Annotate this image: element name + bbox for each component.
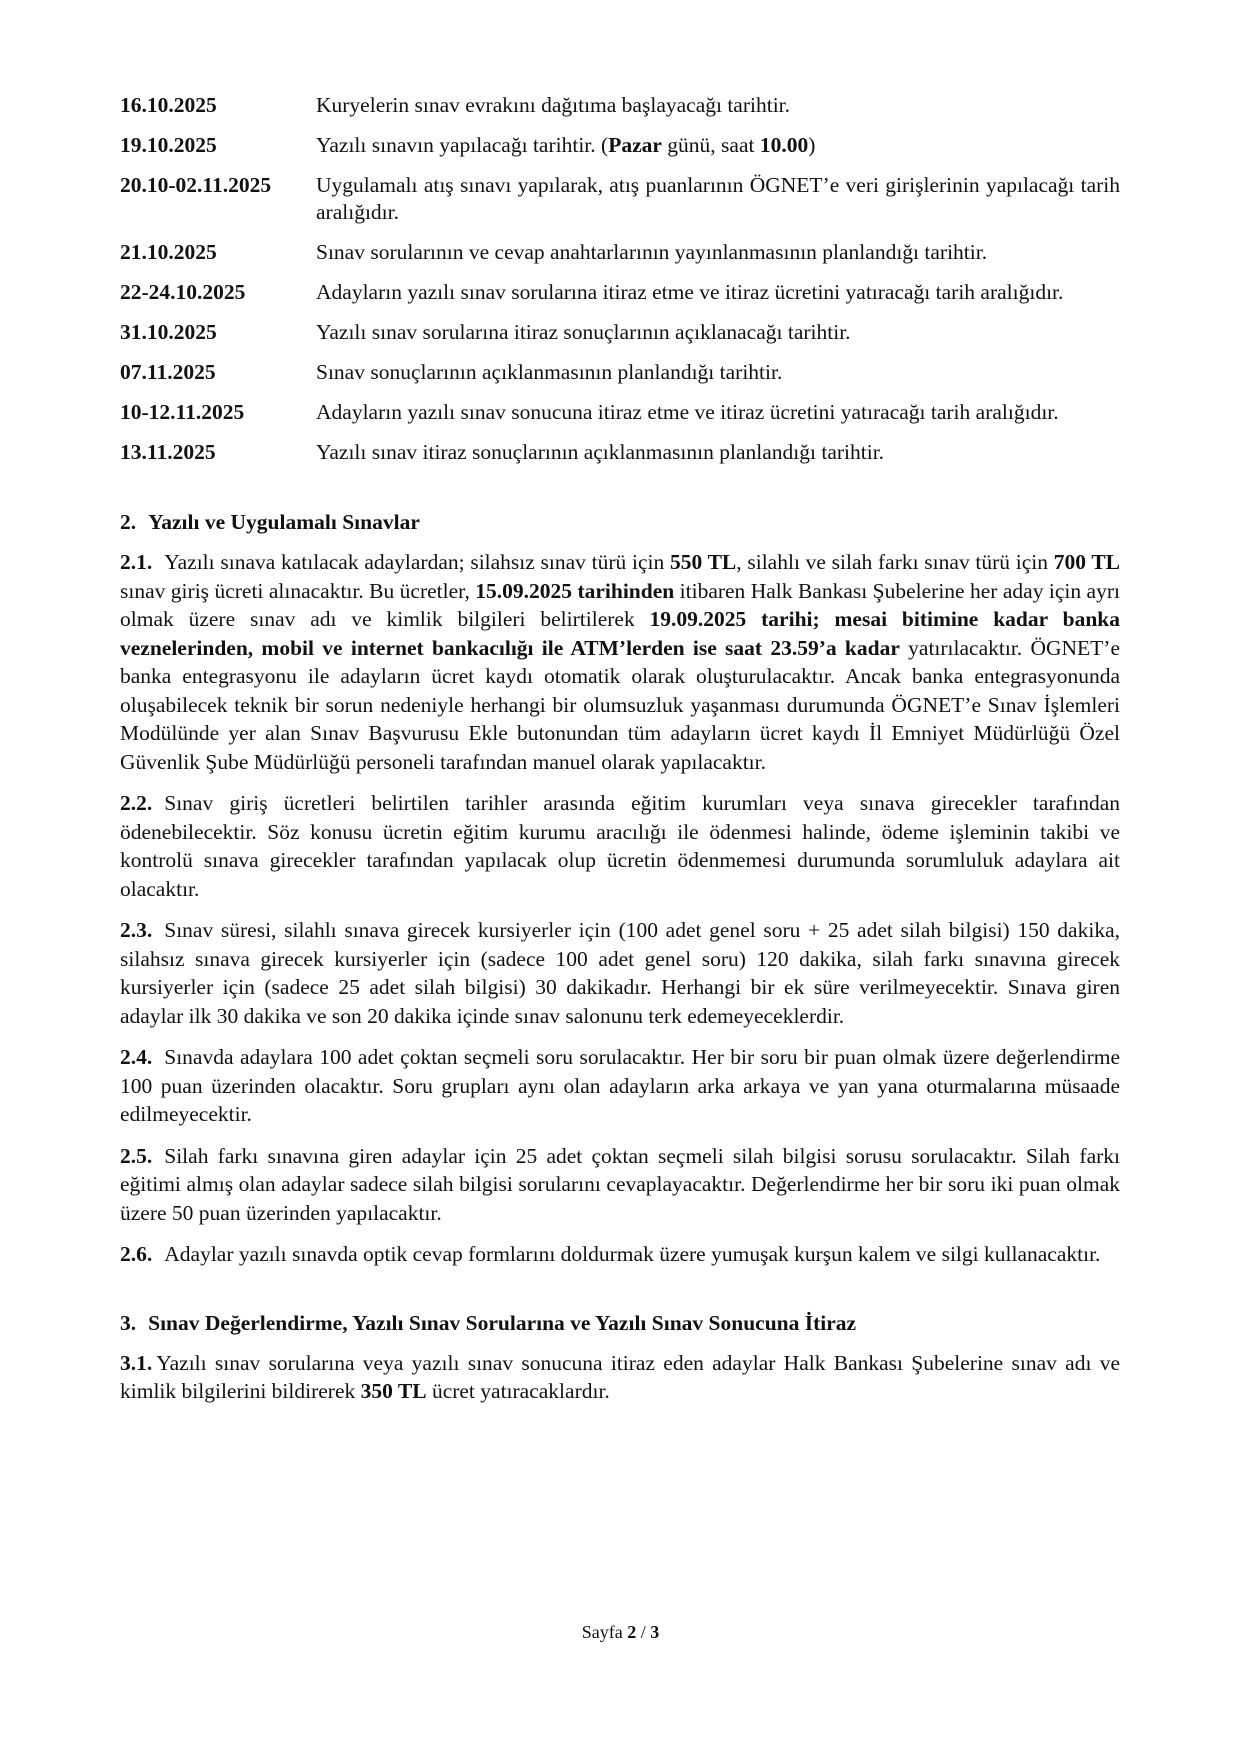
total-pages: 3	[650, 1622, 660, 1642]
paragraph-number: 2.5.	[120, 1143, 153, 1168]
schedule-description: Sınav sorularının ve cevap anahtarlarının yayınlanmasının planlandığı tarihtir.	[316, 240, 988, 264]
paragraph-number: 2.3.	[120, 918, 153, 942]
document-page	[120, 92, 1120, 1419]
schedule-row	[120, 399, 1120, 426]
paragraph-text: Sınavda adaylara 100 adet çoktan seçmeli soru sorulacaktır. Her bir soru bir puan olmak üzere değerlendirme 100 puan üzerinden olacaktır. Soru grupları aynı olan adayların arka arkaya ve yan yana oturmalarına müsaade edilmeyecektir.	[120, 1045, 1120, 1126]
payment-deadline: 19.09.2025 tarihi; mesai bitimine kadar banka veznelerinden, mobil ve internet bankacılığı ile ATM’lerden ise saat 23.59’a kadar	[120, 607, 1120, 660]
paragraph-number: 2.4.	[120, 1045, 153, 1069]
section-number: 3.	[120, 1310, 137, 1335]
schedule-description: Yazılı sınav itiraz sonuçlarının açıklanmasının planlandığı tarihtir.	[316, 440, 885, 464]
paragraph-text: Silah farkı sınavına giren adaylar için 25 adet çoktan seçmeli silah bilgisi sorusu sorulacaktır. Silah farkı eğitimi almış olan adaylar sadece silah bilgisi sorularını cevaplayacaktır. Değerlendirme her bir soru iki puan olmak üzere 50 puan üzerinden yapılacaktır.	[120, 1143, 1120, 1225]
section-number: 2.	[120, 510, 137, 534]
page-footer	[0, 1622, 1241, 1643]
schedule-description: Sınav sonuçlarının açıklanmasının planlandığı tarihtir.	[316, 360, 783, 384]
paragraph-number: 2.1.	[120, 550, 153, 574]
schedule-date: 13.11.2025	[120, 440, 216, 464]
paragraph-2-1	[120, 548, 1120, 776]
schedule-date: 19.10.2025	[120, 133, 217, 157]
schedule-date: 10-12.11.2025	[120, 400, 245, 424]
schedule-date: 16.10.2025	[120, 93, 217, 117]
text-run: ücret yatıracaklardır.	[426, 1379, 610, 1403]
section-heading	[120, 509, 1120, 536]
schedule-description: Adayların yazılı sınav sorularına itiraz etme ve itiraz ücretini yatıracağı tarih aralığıdır.	[316, 280, 1064, 304]
section-2	[120, 509, 1120, 1269]
text-run: günü, saat	[661, 133, 760, 157]
section-3	[120, 1310, 1120, 1406]
paragraph-3-1	[120, 1349, 1120, 1406]
text-run: , silahlı ve silah farkı sınav türü için	[736, 550, 1054, 574]
section-title: Sınav Değerlendirme, Yazılı Sınav Sorularına ve Yazılı Sınav Sonucuna İtiraz	[148, 1310, 857, 1335]
text-run: yatırılacaktır. ÖGNET’e banka entegrasyonu ile adayların ücret kaydı otomatik olarak oluşturulacaktır. Ancak banka entegrasyonunda oluşabilecek teknik bir sorun nedeniyle herhangi bir olumsuzluk yaşanması durumunda ÖGNET’e Sınav İşlemleri Modülünde yer alan Sınav Başvurusu Ekle butonundan tüm adayların ücret kaydı İl Emniyet Müdürlüğü Özel Güvenlik Şube Müdürlüğü personeli tarafından manuel olarak yapılacaktır.	[120, 635, 1120, 774]
text-run: )	[808, 133, 816, 157]
text-run: Yazılı sınav sorularına veya yazılı sınav sonucuna itiraz eden adaylar Halk Bankası Şubelerine sınav adı ve kimlik bilgilerini bildirerek	[120, 1350, 1120, 1403]
schedule-description	[316, 132, 1120, 159]
paragraph-text: Sınav süresi, silahlı sınava girecek kursiyerler için (100 adet genel soru + 25 adet silah bilgisi) 150 dakika, silahsız sınava girecek kursiyerler için (sadece 100 adet genel soru) 120 dakika, silah farkı sınavına girecek kursiyerler için (sadece 25 adet silah bilgisi) 30 dakikadır. Herhangi bir ek süre verilmeyecektir. Sınava giren adaylar ilk 30 dakika ve son 20 dakika içinde sınav salonunu terk edemeyeceklerdir.	[120, 918, 1120, 1028]
paragraph-number: 3.1.	[120, 1350, 153, 1375]
paragraph-2-2	[120, 789, 1120, 903]
schedule-date: 20.10-02.11.2025	[120, 173, 272, 197]
current-page: 2	[627, 1622, 637, 1642]
fee-unarmed: 550 TL	[669, 550, 737, 574]
text-run: Yazılı sınavın yapılacağı tarihtir. (	[316, 133, 609, 157]
schedule-row	[120, 172, 1120, 226]
exam-time: 10.00	[759, 133, 809, 157]
schedule-description: Yazılı sınav sorularına itiraz sonuçlarının açıklanacağı tarihtir.	[316, 320, 851, 344]
schedule-row	[120, 319, 1120, 346]
schedule-row	[120, 279, 1120, 306]
paragraph-2-3	[120, 916, 1120, 1030]
schedule-description: Kuryelerin sınav evrakını dağıtıma başlayacağı tarihtir.	[316, 93, 791, 117]
schedule-date: 31.10.2025	[120, 320, 217, 344]
paragraph-2-6	[120, 1240, 1120, 1269]
schedule-row	[120, 359, 1120, 386]
objection-fee: 350 TL	[360, 1379, 427, 1403]
paragraph-text: Adaylar yazılı sınavda optik cevap formlarını doldurmak üzere yumuşak kurşun kalem ve silgi kullanacaktır.	[164, 1242, 1101, 1266]
schedule-table	[120, 92, 1120, 466]
text-run: itibaren Halk Bankası Şubelerine her aday için ayrı olmak üzere sınav adı ve kimlik bilgileri belirtilerek	[120, 578, 1120, 631]
page-label: Sayfa	[581, 1622, 623, 1642]
paragraph-number: 2.2.	[120, 791, 153, 815]
schedule-date: 22-24.10.2025	[120, 280, 246, 304]
schedule-date: 21.10.2025	[120, 240, 217, 264]
section-title: Yazılı ve Uygulamalı Sınavlar	[148, 510, 420, 534]
schedule-row	[120, 132, 1120, 159]
paragraph-2-5	[120, 1142, 1120, 1228]
schedule-row	[120, 239, 1120, 266]
schedule-row	[120, 92, 1120, 119]
text-run: sınav giriş ücreti alınacaktır. Bu ücretler,	[120, 578, 476, 603]
paragraph-text: Sınav giriş ücretleri belirtilen tarihler arasında eğitim kurumları veya sınava girecekler tarafından ödenebilecektir. Söz konusu ücretin eğitim kurumu aracılığı ile ödenmesi halinde, ödeme işleminin takibi ve kontrolü sınava girecekler tarafından yapılacak olup ücretin ödenmemesi durumunda sorumluluk adaylara ait olacaktır.	[120, 791, 1120, 901]
paragraph-2-4	[120, 1043, 1120, 1129]
section-heading	[120, 1310, 1120, 1337]
schedule-description: Uygulamalı atış sınavı yapılarak, atış puanlarının ÖGNET’e veri girişlerinin yapılacağı tarih aralığıdır.	[316, 173, 1120, 224]
payment-start-date: 15.09.2025 tarihinden	[475, 578, 675, 603]
fee-armed: 700 TL	[1053, 550, 1121, 574]
exam-day: Pazar	[608, 133, 662, 157]
page-separator: /	[640, 1622, 646, 1642]
schedule-description: Adayların yazılı sınav sonucuna itiraz etme ve itiraz ücretini yatıracağı tarih aralığıdır.	[316, 400, 1059, 424]
schedule-date: 07.11.2025	[120, 360, 216, 384]
paragraph-number: 2.6.	[120, 1242, 153, 1266]
text-run: Yazılı sınava katılacak adaylardan; silahsız sınav türü için	[164, 550, 670, 574]
schedule-row	[120, 439, 1120, 466]
